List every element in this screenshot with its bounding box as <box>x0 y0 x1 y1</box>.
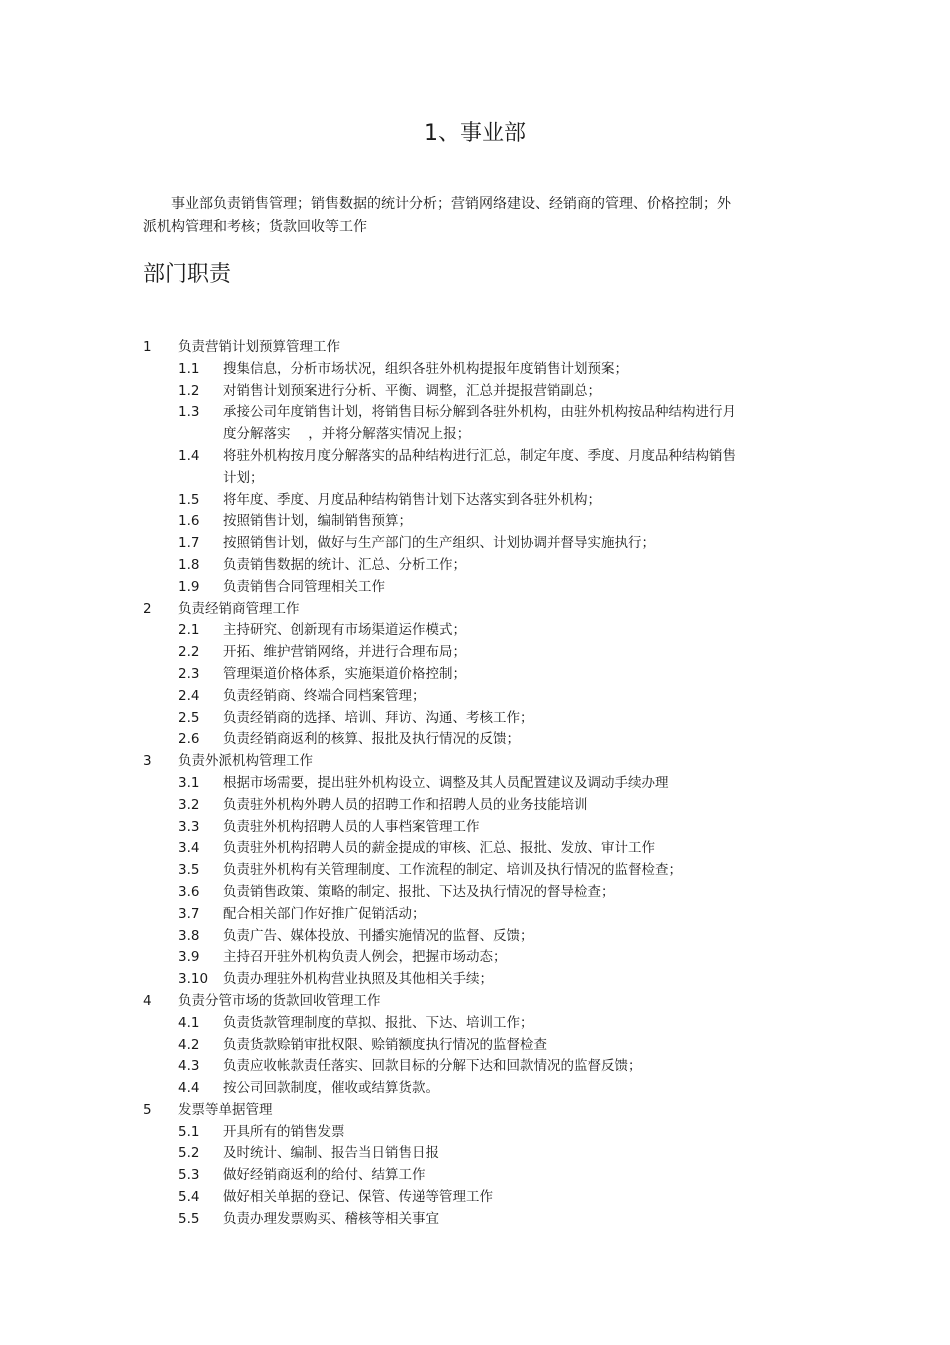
sub-item-number: 5.3 <box>178 1167 200 1184</box>
sub-item-text: 负责驻外机构招聘人员的薪金提成的审核、汇总、报批、发放、审计工作 <box>223 840 655 857</box>
sub-item-text: 管理渠道价格体系，实施渠道价格控制； <box>223 665 466 682</box>
sub-item-number: 2.5 <box>178 709 200 726</box>
sub-item-text: 开拓、维护营销网络，并进行合理布局； <box>223 644 466 661</box>
sub-item <box>143 1122 743 1144</box>
sub-item-text: 配合相关部门作好推广促销活动； <box>223 905 426 922</box>
sub-item <box>143 882 743 904</box>
sub-item-number: 2.3 <box>178 665 200 682</box>
sub-item-number: 4.3 <box>178 1058 200 1075</box>
sub-item-text: 负责广告、媒体投放、刊播实施情况的监督、反馈； <box>223 927 534 944</box>
sub-item-number: 1.3 <box>178 404 200 421</box>
sub-item-number: 3.9 <box>178 949 200 966</box>
sub-item <box>143 620 743 642</box>
sub-item-number: 5.2 <box>178 1145 200 1162</box>
sub-item <box>143 773 743 795</box>
sub-item-text: 根据市场需要，提出驻外机构设立、调整及其人员配置建议及调动手续办理 <box>223 774 669 791</box>
duty-list <box>143 337 743 1231</box>
sub-item-number: 5.1 <box>178 1123 200 1140</box>
sub-item <box>143 1165 743 1187</box>
sub-item-text: 按照销售计划，做好与生产部门的生产组织、计划协调并督导实施执行； <box>223 535 655 552</box>
sub-item-number: 2.6 <box>178 731 200 748</box>
sub-item-number: 3.3 <box>178 818 200 835</box>
sub-item <box>143 1056 743 1078</box>
sub-item-number: 1.4 <box>178 447 200 464</box>
sub-item-number: 1.2 <box>178 382 200 399</box>
sub-item <box>143 490 743 512</box>
sub-item-text: 负责销售合同管理相关工作 <box>223 578 385 595</box>
sub-item <box>143 860 743 882</box>
section-item-text: 负责经销商管理工作 <box>178 600 300 617</box>
sub-item <box>143 577 743 599</box>
sub-item-number: 1.9 <box>178 578 200 595</box>
section-item-number: 2 <box>143 600 152 617</box>
sub-item-text: 负责销售政策、策略的制定、报批、下达及执行情况的督导检查； <box>223 883 615 900</box>
section-item <box>143 337 743 359</box>
sub-item <box>143 555 743 577</box>
sub-item <box>143 708 743 730</box>
sub-item-text: 主持研究、创新现有市场渠道运作模式； <box>223 622 466 639</box>
sub-item-number: 1.1 <box>178 360 200 377</box>
sub-item <box>143 729 743 751</box>
section-item-number: 1 <box>143 339 152 355</box>
sub-item <box>143 904 743 926</box>
sub-item <box>143 838 743 860</box>
sub-item-text: 按照销售计划，编制销售预算； <box>223 513 412 530</box>
sub-item-text: 主持召开驻外机构负责人例会，把握市场动态； <box>223 949 507 966</box>
sub-item <box>143 533 743 555</box>
sub-item-text: 负责驻外机构外聘人员的招聘工作和招聘人员的业务技能培训 <box>223 796 588 813</box>
sub-item-text: 搜集信息，分析市场状况，组织各驻外机构提报年度销售计划预案； <box>223 360 628 377</box>
sub-item-text: 承接公司年度销售计划，将销售目标分解到各驻外机构，由驻外机构按品种结构进行月度分解落实 ，并将分解落实情况上报； <box>223 404 736 443</box>
sub-item-number: 3.10 <box>178 971 209 988</box>
section-item-number: 5 <box>143 1101 152 1118</box>
sub-item-number: 2.1 <box>178 622 200 639</box>
sub-item-number: 2.2 <box>178 644 200 661</box>
sub-item <box>143 402 743 446</box>
section-item-text: 负责外派机构管理工作 <box>178 753 313 770</box>
sub-item <box>143 511 743 533</box>
section-item <box>143 599 743 621</box>
section-item <box>143 991 743 1013</box>
sub-item-number: 1.6 <box>178 513 200 530</box>
sub-item-text: 做好经销商返利的给付、结算工作 <box>223 1167 426 1184</box>
sub-item <box>143 1013 743 1035</box>
sub-item <box>143 1143 743 1165</box>
sub-item-number: 3.2 <box>178 796 200 813</box>
sub-item-text: 开具所有的销售发票 <box>223 1123 345 1140</box>
sub-item-number: 3.4 <box>178 840 200 857</box>
sub-item <box>143 1187 743 1209</box>
sub-item <box>143 795 743 817</box>
sub-item-text: 负责经销商、终端合同档案管理； <box>223 687 426 704</box>
sub-item-number: 3.6 <box>178 883 200 900</box>
sub-item-text: 负责经销商的选择、培训、拜访、沟通、考核工作； <box>223 709 534 726</box>
intro-paragraph: 事业部负责销售管理；销售数据的统计分析；营销网络建设、经销商的管理、价格控制；外派机构管理和考核；货款回收等工作 <box>143 196 731 235</box>
section-heading: 部门职责 <box>143 262 232 287</box>
section-item-text: 负责营销计划预算管理工作 <box>178 339 340 355</box>
sub-item-text: 将年度、季度、月度品种结构销售计划下达落实到各驻外机构； <box>223 491 601 508</box>
sub-item <box>143 359 743 381</box>
sub-item <box>143 926 743 948</box>
sub-item-number: 1.7 <box>178 535 200 552</box>
sub-item <box>143 1035 743 1057</box>
sub-item <box>143 947 743 969</box>
sub-item-text: 负责应收帐款责任落实、回款目标的分解下达和回款情况的监督反馈； <box>223 1058 642 1075</box>
sub-item-text: 负责销售数据的统计、汇总、分析工作； <box>223 556 466 573</box>
sub-item-number: 4.1 <box>178 1014 200 1031</box>
sub-item-number: 3.1 <box>178 774 200 791</box>
sub-item-number: 4.4 <box>178 1080 200 1097</box>
sub-item <box>143 686 743 708</box>
sub-item-number: 1.5 <box>178 491 200 508</box>
sub-item-text: 负责办理发票购买、稽核等相关事宜 <box>223 1210 439 1227</box>
sub-item-text: 负责经销商返利的核算、报批及执行情况的反馈； <box>223 731 520 748</box>
sub-item <box>143 1078 743 1100</box>
section-item-text: 负责分管市场的货款回收管理工作 <box>178 992 381 1009</box>
sub-item-number: 4.2 <box>178 1036 200 1053</box>
sub-item <box>143 1209 743 1231</box>
section-item-number: 3 <box>143 753 152 770</box>
sub-item <box>143 446 743 490</box>
sub-item-number: 5.5 <box>178 1210 200 1227</box>
sub-item <box>143 969 743 991</box>
sub-item-text: 负责货款赊销审批权限、赊销额度执行情况的监督检查 <box>223 1036 547 1053</box>
sub-item-text: 负责驻外机构有关管理制度、工作流程的制定、培训及执行情况的监督检查； <box>223 862 682 879</box>
sub-item-text: 对销售计划预案进行分析、平衡、调整，汇总并提报营销副总； <box>223 382 601 399</box>
sub-item <box>143 381 743 403</box>
sub-item-text: 及时统计、编制、报告当日销售日报 <box>223 1145 439 1162</box>
sub-item-number: 3.5 <box>178 862 200 879</box>
sub-item-number: 1.8 <box>178 556 200 573</box>
sub-item-number: 3.7 <box>178 905 200 922</box>
sub-item <box>143 664 743 686</box>
sub-item-text: 负责货款管理制度的草拟、报批、下达、培训工作； <box>223 1014 534 1031</box>
sub-item-number: 2.4 <box>178 687 200 704</box>
section-item-number: 4 <box>143 992 152 1009</box>
sub-item <box>143 642 743 664</box>
sub-item-number: 3.8 <box>178 927 200 944</box>
sub-item <box>143 817 743 839</box>
sub-item-text: 负责办理驻外机构营业执照及其他相关手续； <box>223 971 493 988</box>
sub-item-text: 将驻外机构按月度分解落实的品种结构进行汇总，制定年度、季度、月度品种结构销售计划； <box>223 447 736 486</box>
sub-item-number: 5.4 <box>178 1189 200 1206</box>
section-item <box>143 1100 743 1122</box>
sub-item-text: 按公司回款制度，催收或结算货款。 <box>223 1080 439 1097</box>
document-title: 1、事业部 <box>424 121 526 146</box>
section-item-text: 发票等单据管理 <box>178 1101 273 1118</box>
section-item <box>143 751 743 773</box>
sub-item-text: 负责驻外机构招聘人员的人事档案管理工作 <box>223 818 480 835</box>
sub-item-text: 做好相关单据的登记、保管、传递等管理工作 <box>223 1189 493 1206</box>
